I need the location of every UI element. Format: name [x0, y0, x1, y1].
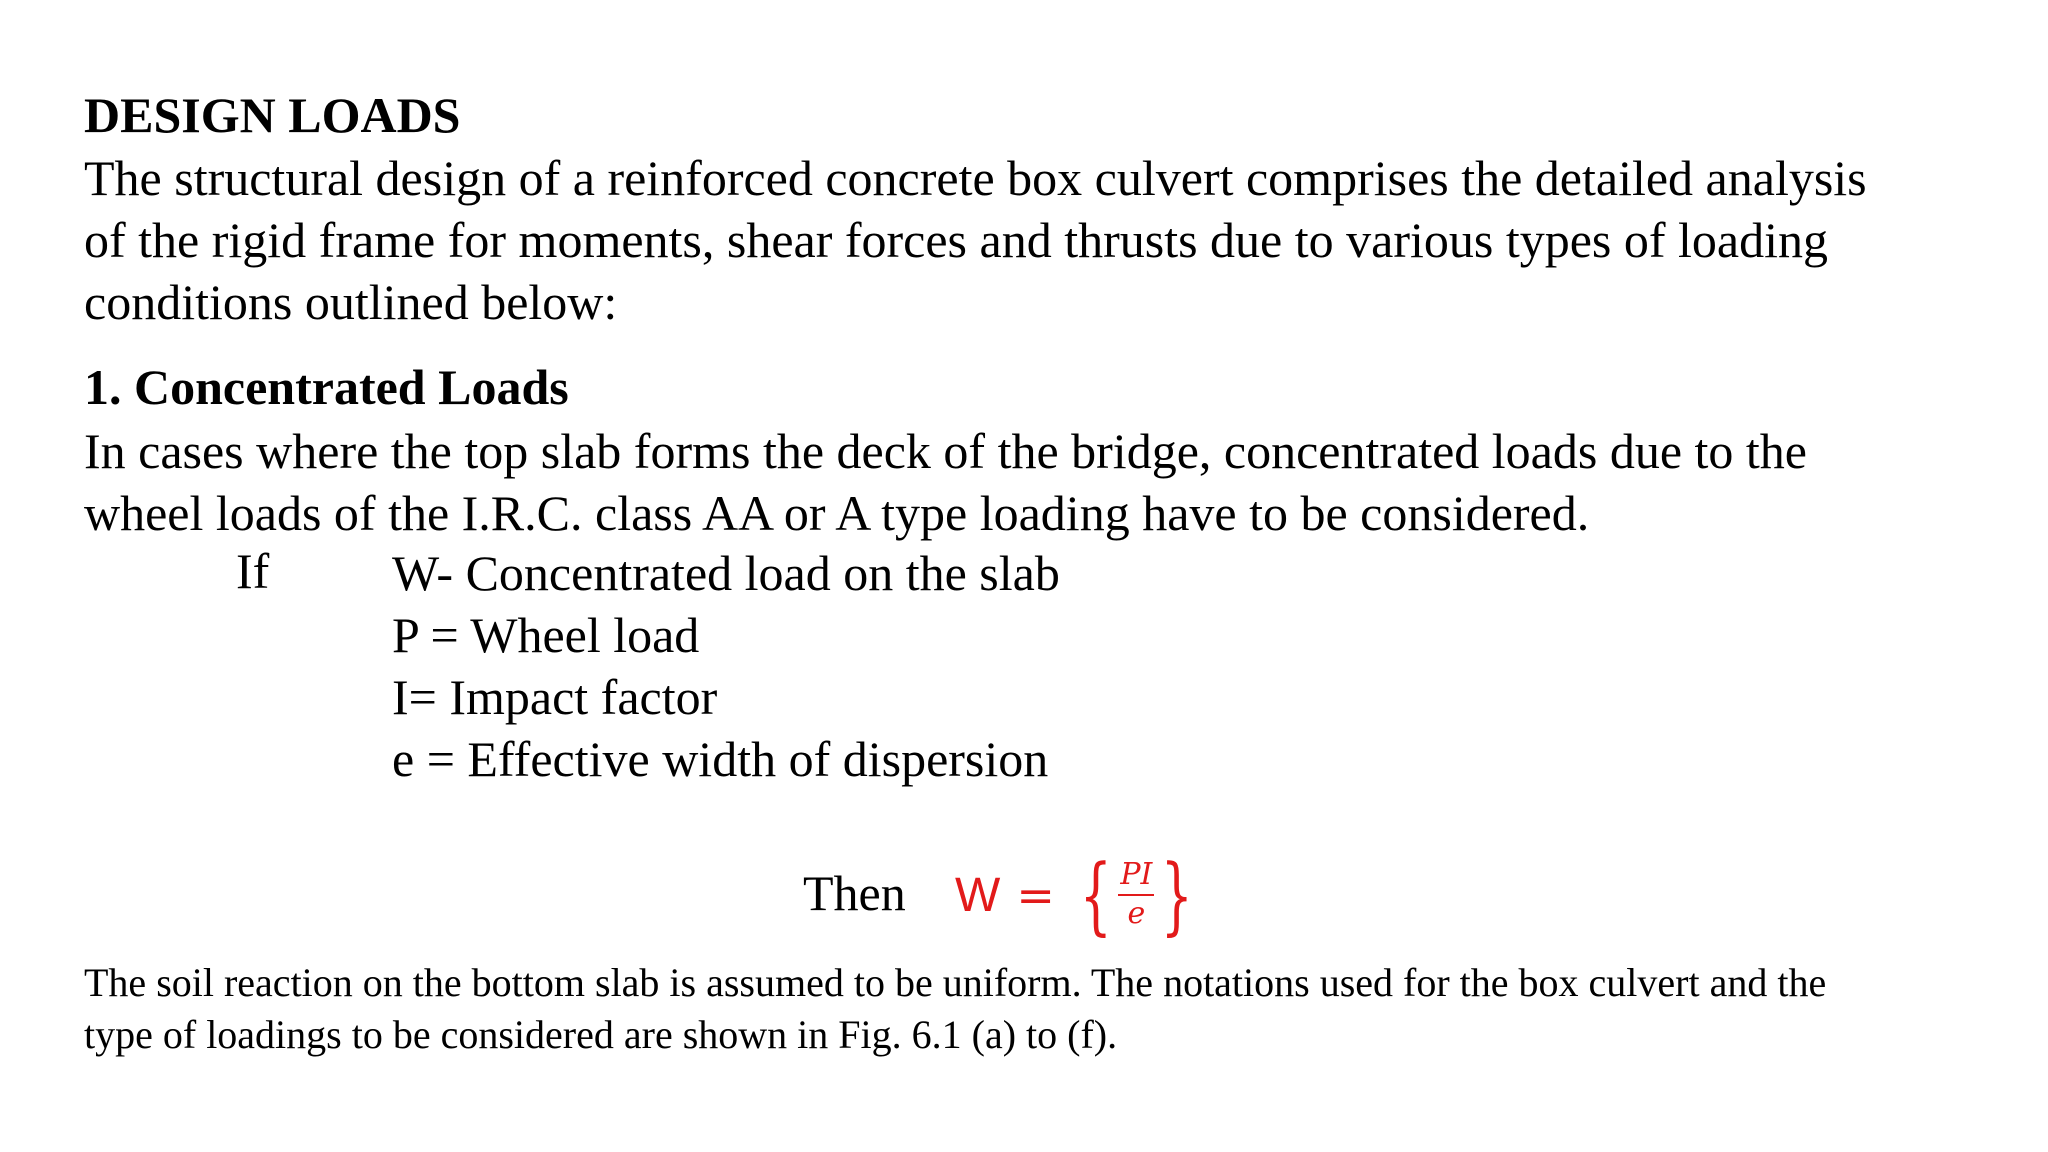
formula-lhs: W: [955, 868, 1001, 922]
variable-definitions: [392, 542, 1060, 790]
formula-denominator: e: [1127, 896, 1146, 931]
definition-e: e = Effective width of dispersion: [392, 731, 1049, 787]
soil-reaction-note: [84, 957, 1826, 1061]
formula-fraction: [1118, 858, 1154, 932]
note-line: type of loadings to be considered are shown in Fig. 6.1 (a) to (f).: [84, 1012, 1118, 1057]
concentrated-paragraph: [84, 420, 1807, 544]
intro-line: of the rigid frame for moments, shear forces and thrusts due to various types of loading: [84, 212, 1828, 268]
formula-equals: =: [1016, 868, 1055, 922]
note-line: The soil reaction on the bottom slab is assumed to be uniform. The notations used for the box culvert and the: [84, 960, 1827, 1005]
if-label: If: [236, 543, 270, 599]
load-formula: [955, 845, 1204, 945]
formula-open-brace: {: [1079, 846, 1112, 944]
concentrated-line: wheel loads of the I.R.C. class AA or A type loading have to be considered.: [84, 485, 1590, 541]
intro-line: The structural design of a reinforced concrete box culvert comprises the detailed analysis: [84, 150, 1867, 206]
formula-close-brace: }: [1161, 846, 1194, 944]
definition-w: W- Concentrated load on the slab: [392, 545, 1060, 601]
section-heading-concentrated-loads: 1. Concentrated Loads: [84, 359, 569, 415]
intro-line: conditions outlined below:: [84, 274, 618, 330]
concentrated-line: In cases where the top slab forms the deck of the bridge, concentrated loads due to the: [84, 423, 1807, 479]
definition-i: I= Impact factor: [392, 669, 718, 725]
intro-paragraph: [84, 147, 1867, 333]
formula-numerator: PI: [1118, 858, 1154, 896]
section-heading-design-loads: DESIGN LOADS: [84, 87, 461, 143]
then-label: Then: [803, 865, 906, 921]
definition-p: P = Wheel load: [392, 607, 700, 663]
